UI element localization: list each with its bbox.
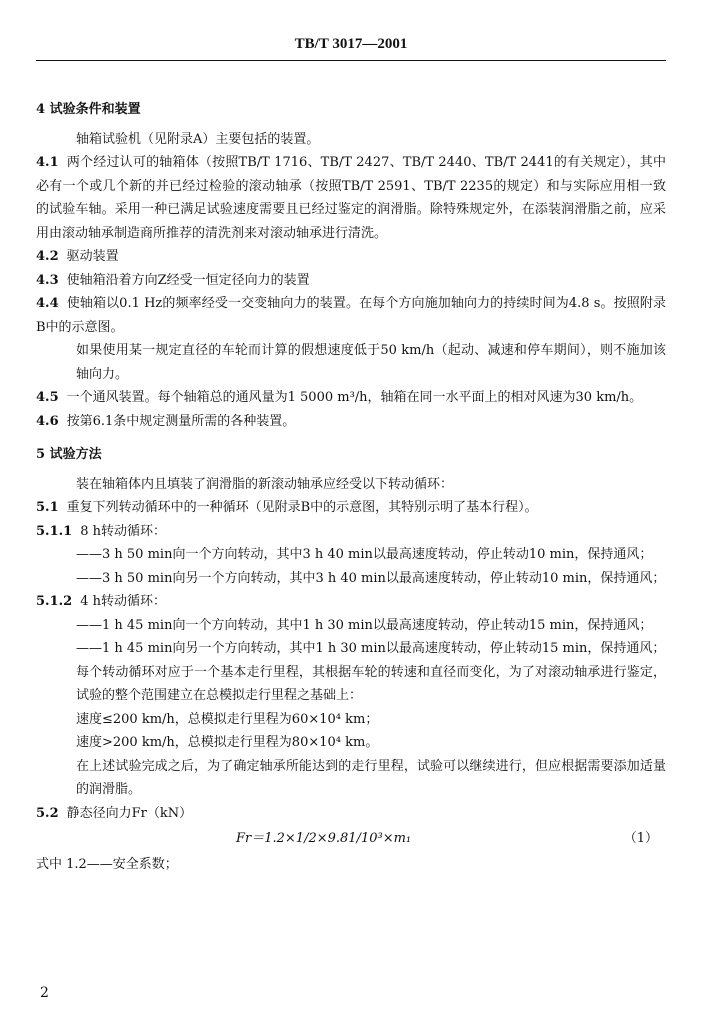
formula-1 [36, 827, 666, 853]
clause-number: 4.4 [36, 296, 59, 311]
clause-5-2 [36, 802, 666, 826]
document-body [36, 88, 666, 877]
section-4-intro: 轴箱试验机（见附录A）主要包括的装置。 [76, 131, 320, 147]
clause-number: 5.2 [36, 805, 59, 821]
cycle-mileage-note: 每个转动循环对应于一个基本走行里程，其根据车轮的转速和直径而变化，为了对滚动轴承进行鉴定，试验的整个范围建立在总模拟走行里程之基础上： [76, 664, 666, 703]
clause-4-3 [36, 269, 666, 293]
continued-test-note: 在上述试验完成之后，为了确定轴承所能达到的走行里程，试验可以继续进行，但应根据需要添加适量的润滑脂。 [76, 758, 666, 797]
clause-number: 4.6 [36, 413, 59, 429]
clause-text: 两个经过认可的轴箱体（按照TB/T 1716、TB/T 2427、TB/T 2440、TB/T 2441的有关规定），其中必有一个或几个新的并已经过检验的滚动轴承（按照TB/T 2591、TB/T 2235的规定）和与实际应用相一致的试验车轴。采用一种已满足试验速度需要且已经过鉴定的润滑脂。除特殊规定外，在添装润滑脂之前，应采用由滚动轴承制造商所推荐的清洗剂来对滚动轴承进行清洗。 [36, 155, 666, 241]
clause-number: 5.1 [36, 500, 59, 515]
header-rule [36, 60, 666, 61]
clause-text: 重复下列转动循环中的一种循环（见附录B中的示意图，其特别示明了基本行程）。 [66, 500, 538, 515]
mileage-high-speed: 速度>200 km/h，总模拟走行里程为80×10⁴ km。 [76, 735, 379, 750]
clause-number: 5.1.1 [36, 523, 73, 539]
clause-number: 4.2 [36, 249, 59, 264]
cycle-4h-step-b: ——1 h 45 min向另一个方向转动，其中1 h 30 min以最高速度转动，停止转动15 min，保持通风； [76, 641, 666, 656]
clause-number: 4.5 [36, 390, 59, 405]
clause-4-4-note: 如果使用某一规定直径的车轮而计算的假想速度低于50 km/h（起动、减速和停车期间），则不施加该轴向力。 [76, 343, 666, 382]
clause-4-5 [36, 386, 666, 410]
page-number: 2 [40, 985, 49, 1001]
clause-number: 5.1.2 [36, 594, 73, 609]
clause-5-1 [36, 496, 666, 520]
clause-5-1-1 [36, 520, 666, 544]
section-5-title: 5 试验方法 [36, 447, 102, 462]
clause-text: 按第6.1条中规定测量所需的各种装置。 [66, 413, 296, 429]
clause-number: 4.3 [36, 272, 59, 288]
clause-5-1-2 [36, 590, 666, 614]
clause-text: 4 h转动循环： [80, 594, 166, 609]
clause-text: 驱动装置 [66, 249, 119, 264]
section-5-intro: 装在轴箱体内且填装了润滑脂的新滚动轴承应经受以下转动循环： [76, 476, 454, 492]
section-4-title: 4 试验条件和装置 [36, 102, 141, 117]
clause-4-6 [36, 410, 666, 434]
clause-4-1 [36, 151, 666, 245]
clause-text: 使轴箱以0.1 Hz的频率经受一交变轴向力的装置。在每个方向施加轴向力的持续时间为4.8 s。按照附录B中的示意图。 [36, 296, 666, 335]
cycle-4h-step-a: ——1 h 45 min向一个方向转动，其中1 h 30 min以最高速度转动，停止转动15 min，保持通风； [76, 617, 653, 633]
mileage-low-speed: 速度≤200 km/h，总模拟走行里程为60×10⁴ km； [76, 711, 379, 727]
clause-text: 一个通风装置。每个轴箱总的通风量为1 5000 m³/h，轴箱在同一水平面上的相对风速为30 km/h。 [66, 390, 643, 405]
clause-text: 使轴箱沿着方向Z经受一恒定径向力的装置 [66, 272, 310, 288]
formula-number: （1） [623, 831, 658, 846]
standard-header: TB/T 3017—2001 [294, 36, 408, 52]
formula-where: 式中 1.2——安全系数； [36, 857, 178, 872]
clause-text: 8 h转动循环： [80, 523, 166, 539]
cycle-8h-step-b: ——3 h 50 min向另一个方向转动，其中3 h 40 min以最高速度转动，停止转动10 min，保持通风； [76, 570, 666, 586]
clause-4-4 [36, 292, 666, 339]
formula-expression: Fr＝1.2×1/2×9.81/10³×m₁ [236, 831, 412, 846]
clause-4-2 [36, 245, 666, 269]
clause-text: 静态径向力Fr（kN） [66, 805, 193, 821]
clause-number: 4.1 [36, 155, 59, 170]
cycle-8h-step-a: ——3 h 50 min向一个方向转动，其中3 h 40 min以最高速度转动，停止转动10 min，保持通风； [76, 547, 653, 562]
